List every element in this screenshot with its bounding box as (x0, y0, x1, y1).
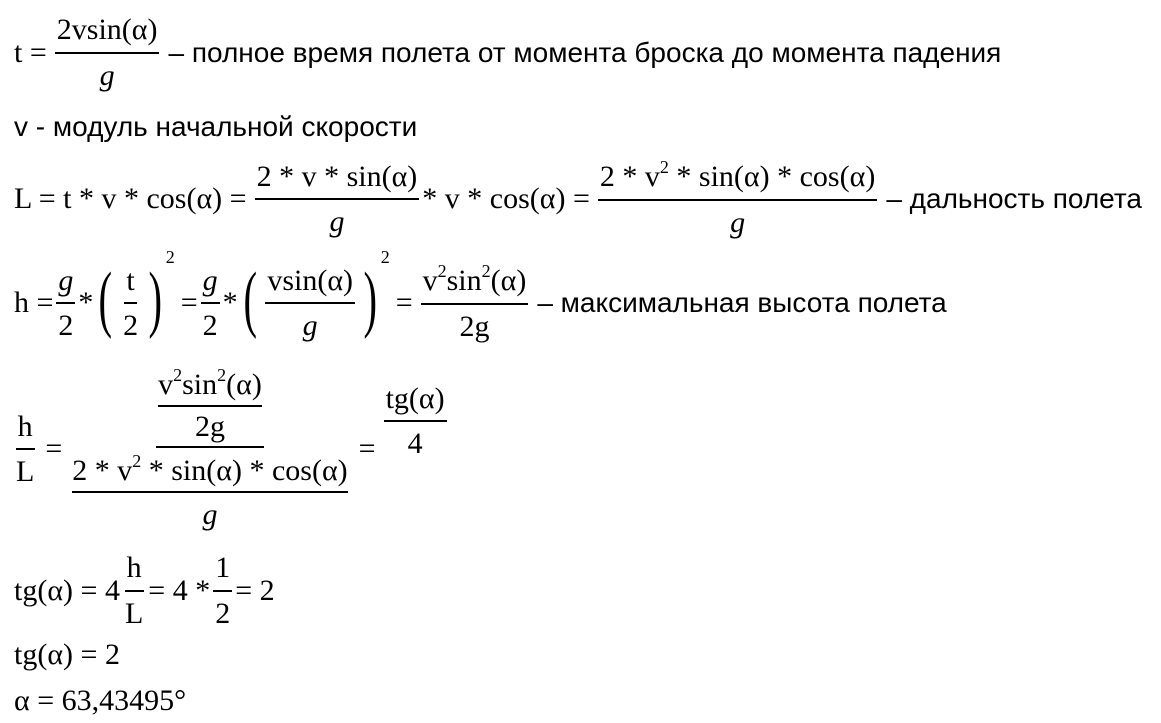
height-p2-exponent: 2 (380, 247, 390, 267)
right-paren: ) (363, 258, 378, 340)
height-f2-numerator: g (201, 265, 220, 305)
tangent-lhs: tg(α) = 4 (14, 573, 120, 607)
tangent-f1-numerator: h (125, 552, 144, 592)
distance-fraction-1-denominator: g (329, 205, 345, 238)
ratio-complex-fraction (70, 365, 349, 531)
tangent-fraction-2 (213, 552, 232, 629)
time-numerator: 2vsin(α) (55, 14, 160, 54)
ratio-top-denominator (195, 407, 225, 443)
distance-fraction-1-numerator: 2 * v * sin(α) (255, 161, 420, 201)
ratio-eq-2: = (358, 432, 376, 465)
ratio-bottom-numerator (72, 451, 348, 493)
tangent-result-text: tg(α) = 2 (14, 638, 120, 671)
time-lhs: t = (14, 35, 47, 69)
height-description: – максимальная высота полета (537, 287, 947, 318)
ratio-top-v: v (158, 368, 174, 401)
distance-f2-num-sup: 2 (659, 157, 669, 177)
height-paren-2-fraction (265, 265, 355, 342)
distance-f2-num-b: * sin(α) * cos(α) (668, 160, 876, 193)
ratio-lhs-denominator: L (16, 455, 35, 488)
distance-fraction-2 (598, 157, 877, 239)
distance-middle: * v * cos(α) = (422, 182, 590, 215)
left-paren: ( (243, 258, 257, 340)
time-denominator: g (99, 58, 115, 92)
height-p2-numerator: vsin(α) (265, 265, 355, 305)
ratio-top-numerator (158, 365, 262, 407)
formula-tangent-result (14, 640, 120, 670)
tangent-f1-denominator: L (124, 596, 144, 630)
height-f3-sup-1: 2 (437, 261, 447, 281)
ratio-eq-1: = (45, 432, 63, 465)
formula-distance (14, 157, 1142, 239)
time-description: – полное время полета от момента броска до момента падения (168, 36, 1002, 68)
height-paren-2 (238, 247, 390, 342)
height-f3-v: v (422, 264, 438, 297)
left-paren: ( (98, 258, 113, 340)
height-f2-denominator: 2 (202, 309, 218, 342)
height-fraction-1 (56, 265, 75, 342)
height-fraction-2 (201, 265, 220, 342)
right-paren: ) (148, 258, 163, 340)
height-p1-exponent: 2 (165, 247, 175, 267)
formula-angle-result (14, 686, 186, 716)
height-f1-denominator: 2 (58, 309, 74, 342)
velocity-definition (14, 113, 417, 141)
height-star-1: * (78, 286, 94, 319)
velocity-text: v - модуль начальной скорости (14, 111, 418, 142)
tangent-fraction-1 (123, 552, 145, 629)
distance-fraction-2-numerator (598, 157, 877, 201)
distance-fraction-2-denominator: g (730, 205, 746, 239)
height-p2-denominator: g (302, 309, 318, 342)
distance-lhs: L = t * v * cos(α) = (14, 182, 247, 215)
tangent-middle: = 4 * (148, 573, 211, 607)
height-f3-denominator: 2g (459, 309, 490, 343)
tangent-f2-denominator: 2 (215, 596, 231, 630)
ratio-result-fraction (384, 383, 447, 460)
angle-result-text: α = 63,43495° (14, 684, 187, 717)
ratio-bottom-sup: 2 (132, 451, 142, 471)
ratio-top-alpha: (α) (226, 368, 262, 401)
height-eq-2: = (395, 286, 413, 319)
height-fraction-3 (421, 261, 529, 343)
ratio-lhs-numerator: h (16, 411, 35, 451)
ratio-complex-top (156, 365, 264, 448)
ratio-top-sup-1: 2 (173, 365, 183, 385)
ratio-result-denominator: 4 (407, 427, 423, 460)
ratio-top-sup-2: 2 (217, 365, 227, 385)
height-paren-1 (93, 247, 175, 342)
height-f3-numerator (421, 261, 529, 305)
height-f1-numerator: g (56, 265, 75, 305)
height-eq-1: = (180, 286, 198, 319)
formula-ratio (14, 365, 450, 531)
ratio-complex-bottom (70, 448, 349, 530)
tangent-rhs: = 2 (235, 573, 275, 607)
ratio-bottom-rest: * sin(α) * cos(α) (141, 454, 348, 487)
height-lhs: h = (14, 286, 54, 319)
formula-height (14, 247, 947, 343)
height-p1-denominator: 2 (123, 309, 139, 342)
ratio-bottom-2v: 2 * v (72, 454, 133, 487)
height-f3-sin: sin (446, 264, 482, 297)
distance-f2-num-a: 2 * v (599, 160, 660, 193)
distance-description: – дальность полета (886, 183, 1142, 214)
ratio-top-den-text: 2g (194, 409, 225, 443)
tangent-f2-numerator: 1 (213, 552, 232, 592)
formula-time (14, 14, 1001, 91)
time-fraction (55, 14, 160, 91)
height-p1-numerator: t (124, 265, 136, 305)
formula-tangent-calc (14, 552, 275, 629)
ratio-result-numerator: tg(α) (384, 383, 447, 423)
ratio-bottom-denominator: g (202, 497, 218, 531)
distance-fraction-1 (255, 161, 420, 238)
height-f3-alpha: (α) (490, 264, 527, 297)
height-f3-sup-2: 2 (481, 261, 491, 281)
ratio-lhs-fraction (14, 411, 36, 488)
height-star-2: * (222, 286, 238, 319)
height-paren-1-fraction (121, 265, 140, 342)
ratio-top-sin: sin (182, 368, 218, 401)
